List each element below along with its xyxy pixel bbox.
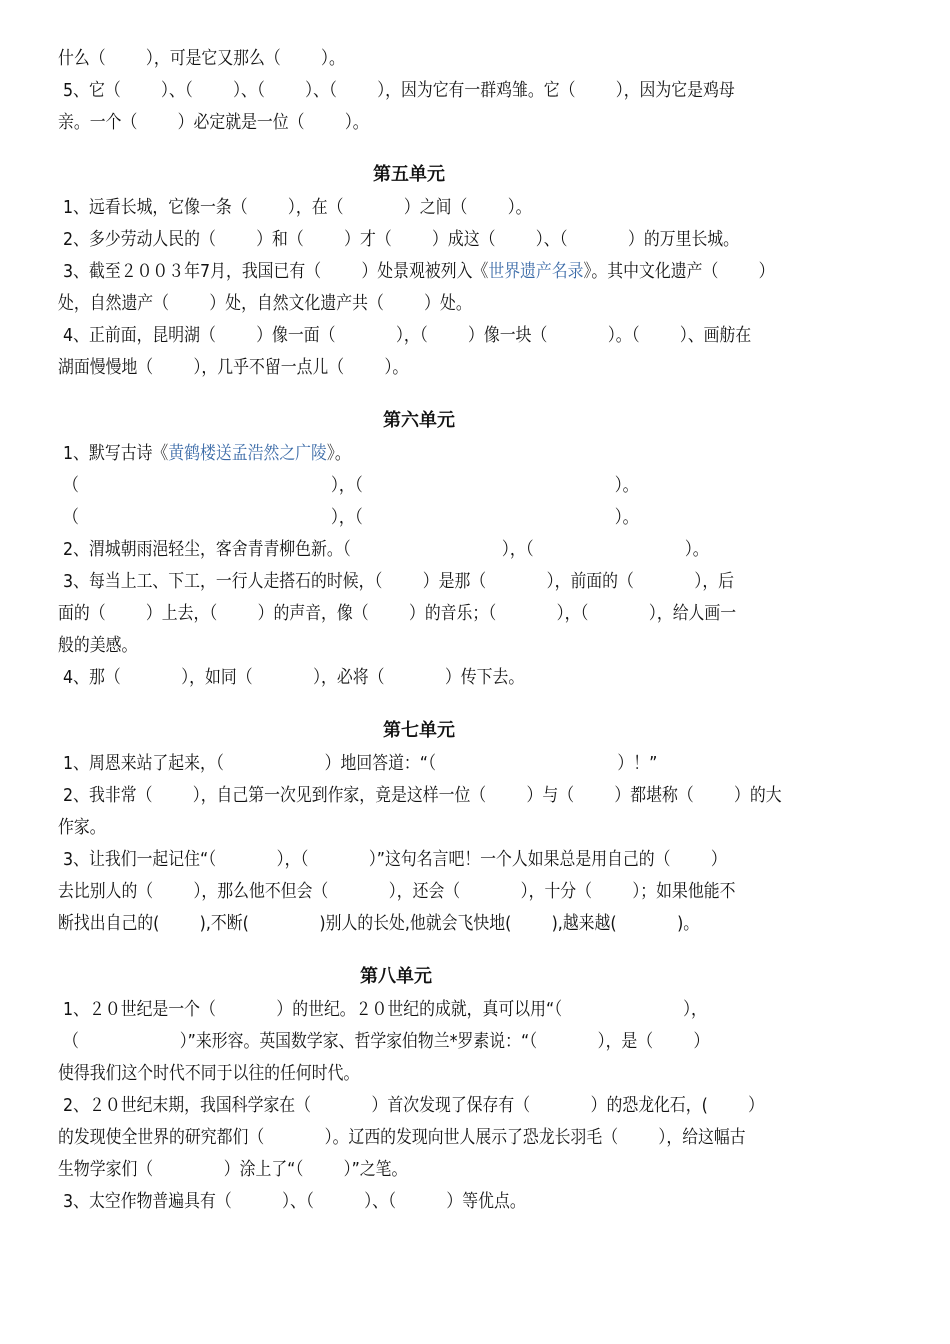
text-line: （ ），（ ）。 [58,475,639,496]
text-segment: 1、默写古诗《 [58,443,169,464]
text-line: 1、远看长城，它像一条（ ），在（ ）之间（ ）。 [58,197,532,218]
heading-unit7: 第七单元 [383,720,455,741]
text-line: 使得我们这个时代不同于以往的任何时代。 [58,1063,360,1084]
text-line: 什么（ ），可是它又那么（ ）。 [58,48,345,69]
text-line: 4、那（ ），如同（ ），必将（ ）传下去。 [58,667,525,688]
text-line: 生物学家们（ ）涂上了“（ ）”之笔。 [58,1159,408,1180]
text-line: 作家。 [58,817,106,838]
text-line: 去比别人的（ ），那么他不但会（ ），还会（ ），十分（ ）；如果他能不 [58,881,736,902]
heading-unit5: 第五单元 [373,164,445,185]
text-line: 3、太空作物普遍具有（ ）、（ ）、（ ）等优点。 [58,1191,526,1212]
text-line: 2、２０世纪末期，我国科学家在（ ）首次发现了保存有（ ）的恐龙化石，( ） [58,1095,765,1116]
text-line: 1、周恩来站了起来，（ ）地回答道：“（ ）！” [58,753,658,774]
text-line: 断找出自己的( ),不断( )别人的长处,他就会飞快地( ),越来越( )。 [58,913,700,934]
text-segment: 》。 [326,443,351,464]
text-segment: 》。其中文化遗产（ ） [583,261,775,282]
text-line: 处，自然遗产（ ）处，自然文化遗产共（ ）处。 [58,293,472,314]
text-line: 4、正前面，昆明湖（ ）像一面（ ），（ ）像一块（ ）。（ ）、画舫在 [58,325,752,346]
heading-unit8: 第八单元 [360,966,432,987]
text-line: 1、２０世纪是一个（ ）的世纪。２０世纪的成就，真可以用“（ ）， [58,999,707,1020]
text-line: 2、多少劳动人民的（ ）和（ ）才（ ）成这（ ）、（ ）的万里长城。 [58,229,740,250]
text-line: 亲。一个（ ）必定就是一位（ ）。 [58,112,369,133]
text-line: 3、让我们一起记住“（ ），（ ）”这句名言吧！一个人如果总是用自己的（ ） [58,849,727,870]
text-line [58,260,895,284]
text-line: 的发现使全世界的研究都们（ ）。辽西的发现向世人展示了恐龙长羽毛（ ），给这幅古 [58,1127,746,1148]
poem-link[interactable]: 黄鹤楼送孟浩然之广陵 [168,443,327,464]
text-line: 3、每当上工、下工，一行人走搭石的时候，（ ）是那（ ），前面的（ ），后 [58,571,735,592]
text-line: （ ），（ ）。 [58,507,639,528]
text-segment: 3、截至２００３年7月，我国已有（ ）处景观被列入《 [58,261,489,282]
heading-unit6: 第六单元 [383,410,455,431]
text-line: 2、渭城朝雨浥轻尘，客舍青青柳色新。（ ），（ ）。 [58,539,709,560]
text-line: 面的（ ）上去，（ ）的声音，像（ ）的音乐；（ ），（ ），给人画一 [58,603,737,624]
world-heritage-link[interactable]: 世界遗产名录 [488,261,584,282]
text-line: 2、我非常（ ），自己第一次见到作家，竟是这样一位（ ）与（ ）都堪称（ ）的大 [58,785,782,806]
text-line: （ ）”来形容。英国数学家、哲学家伯物兰*罗素说：“（ ），是（ ） [58,1031,710,1052]
text-line: 5、它（ ）、（ ）、（ ）、（ ），因为它有一群鸡雏。它（ ），因为它是鸡母 [58,80,735,101]
text-line: 般的美感。 [58,635,138,656]
text-line: 湖面慢慢地（ ），几乎不留一点儿（ ）。 [58,357,409,378]
text-line [58,442,895,466]
